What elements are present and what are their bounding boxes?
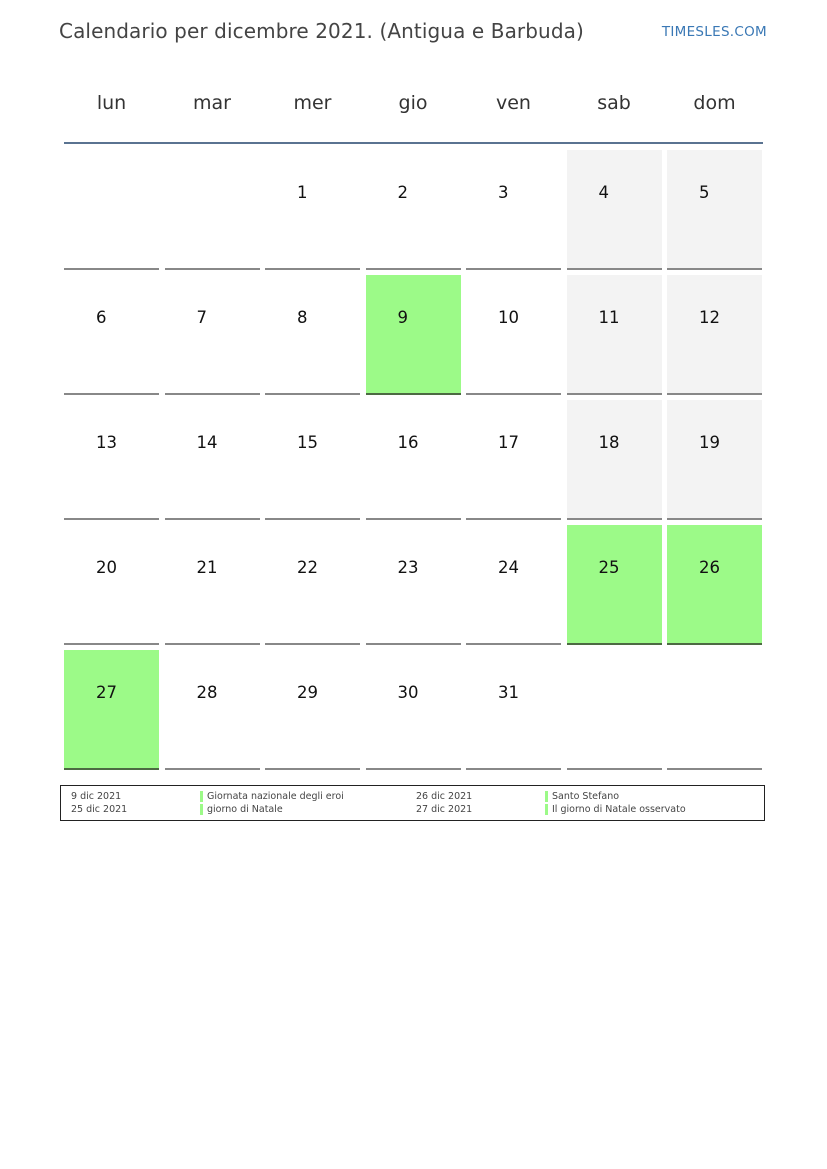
day-number: 1	[297, 183, 308, 202]
calendar-grid	[64, 80, 763, 769]
day-cell	[466, 400, 561, 520]
day-cell	[366, 525, 461, 645]
day-cell	[64, 400, 159, 520]
day-number: 29	[297, 683, 318, 702]
day-number: 19	[699, 433, 720, 452]
day-number: 12	[699, 308, 720, 327]
day-cell	[265, 525, 360, 645]
holiday-day-cell	[567, 525, 662, 645]
day-number: 30	[397, 683, 419, 702]
day-number: 7	[196, 308, 207, 327]
weekday-label: lun	[96, 92, 127, 114]
weekday-label: gio	[398, 92, 428, 114]
legend-date: 26 dic 2021	[416, 791, 473, 802]
day-cell	[265, 275, 360, 395]
legend-date: 25 dic 2021	[71, 804, 128, 815]
day-cell	[466, 150, 561, 270]
day-cell	[466, 650, 561, 770]
day-number: 25	[598, 558, 620, 577]
day-number: 9	[397, 308, 408, 327]
day-number: 13	[96, 433, 117, 452]
weekday-label: dom	[693, 92, 736, 114]
day-cell	[667, 150, 762, 270]
holiday-day-cell	[64, 650, 159, 770]
day-number: 26	[699, 558, 720, 577]
empty-day-cell	[667, 650, 762, 770]
day-cell	[466, 275, 561, 395]
day-cell	[366, 150, 461, 270]
day-number: 4	[598, 183, 609, 202]
day-number: 16	[397, 433, 419, 452]
day-cell	[165, 650, 260, 770]
day-number: 11	[598, 308, 620, 327]
day-cell	[265, 650, 360, 770]
day-cell	[64, 275, 159, 395]
legend-holiday-name: Giornata nazionale degli eroi	[207, 791, 344, 802]
day-cell	[165, 525, 260, 645]
day-number: 28	[196, 683, 218, 702]
calendar-weeks	[64, 144, 763, 769]
weekday-header	[64, 80, 763, 144]
holiday-day-cell	[667, 525, 762, 645]
day-number: 31	[498, 683, 519, 702]
day-cell	[64, 525, 159, 645]
day-cell	[165, 400, 260, 520]
day-number: 6	[96, 308, 107, 327]
day-number: 20	[96, 558, 117, 577]
day-cell	[366, 400, 461, 520]
day-cell	[366, 650, 461, 770]
legend-color-swatch	[200, 791, 203, 802]
day-number: 8	[297, 308, 308, 327]
weekday-label: sab	[597, 92, 631, 114]
day-number: 27	[96, 683, 117, 702]
day-cell	[567, 150, 662, 270]
weekday-label: ven	[496, 92, 531, 114]
day-cell	[165, 275, 260, 395]
day-cell	[667, 275, 762, 395]
day-cell	[567, 400, 662, 520]
day-number: 5	[699, 183, 710, 202]
empty-day-cell	[567, 650, 662, 770]
holiday-day-cell	[366, 275, 461, 395]
day-number: 22	[297, 558, 318, 577]
day-cell	[667, 400, 762, 520]
day-number: 21	[196, 558, 218, 577]
legend-color-swatch	[545, 804, 548, 815]
empty-day-cell	[165, 150, 260, 270]
holiday-legend	[60, 785, 765, 821]
legend-holiday-name: Il giorno di Natale osservato	[552, 804, 686, 815]
legend-date: 9 dic 2021	[71, 791, 122, 802]
legend-holiday-name: giorno di Natale	[207, 804, 283, 815]
day-number: 17	[498, 433, 519, 452]
site-link[interactable]: TIMESLES.COM	[661, 24, 767, 40]
day-cell	[265, 400, 360, 520]
legend-date: 27 dic 2021	[416, 804, 473, 815]
day-number: 15	[297, 433, 318, 452]
weekday-label: mar	[193, 92, 231, 114]
legend-color-swatch	[545, 791, 548, 802]
day-cell	[265, 150, 360, 270]
legend-color-swatch	[200, 804, 203, 815]
empty-day-cell	[64, 150, 159, 270]
day-number: 24	[498, 558, 519, 577]
legend-holiday-name: Santo Stefano	[552, 791, 620, 802]
weekday-label: mer	[293, 92, 332, 114]
page-title: Calendario per dicembre 2021. (Antigua e Barbuda)	[59, 19, 584, 43]
day-number: 23	[397, 558, 419, 577]
day-cell	[567, 275, 662, 395]
day-number: 3	[498, 183, 509, 202]
day-number: 14	[196, 433, 218, 452]
day-cell	[466, 525, 561, 645]
day-number: 18	[598, 433, 620, 452]
day-number: 10	[498, 308, 519, 327]
day-number: 2	[397, 183, 408, 202]
